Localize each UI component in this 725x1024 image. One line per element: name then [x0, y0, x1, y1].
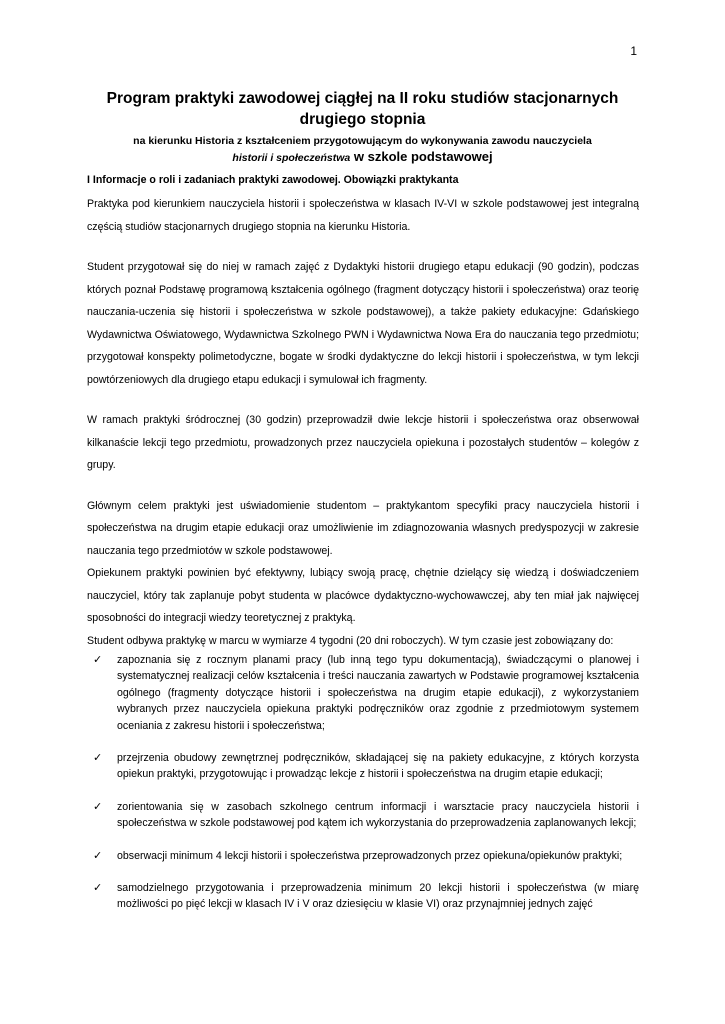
document-body [87, 170, 639, 929]
subtitle-italic-part: historii i społeczeństwa [232, 152, 351, 164]
subtitle-rest-part: w szkole podstawowej [350, 149, 493, 164]
document-subtitle-line2 [80, 149, 645, 166]
list-item-text: samodzielnego przygotowania i przeprowadzenia minimum 20 lekcji historii i społeczeństwa (w miarę możliwości po pięć lekcji w klasach IV i V oraz dziesięciu w klasie VI) oraz przynajmniej jednych zajęć [117, 882, 639, 911]
checkmark-icon: ✓ [93, 654, 103, 666]
list-item [87, 848, 639, 864]
title-block [80, 88, 645, 166]
paragraph: Praktyka pod kierunkiem nauczyciela historii i społeczeństwa w klasach IV-VI w szkole podstawowej jest integralną częścią studiów stacjonarnych drugiego stopnia na kierunku Historia. [87, 198, 639, 233]
duties-checklist [87, 652, 639, 913]
list-item [87, 750, 639, 783]
list-item-text: zapoznania się z rocznym planami pracy (lub inną tego typu dokumentacją), świadczącymi o planowej i systematycznej realizacji celów kształcenia i treści nauczania zawartych w Podstawie programowej kształcenia ogólnego (fragmenty dotyczące historii i społeczeństwa na drugim etapie edukacji), z wykorzystaniem wybranych przez nauczyciela opiekuna praktyki podręczników oraz zgodnie z przedmiotowym systemem oceniania z zakresu historii i społeczeństwa; [117, 654, 639, 732]
document-title: Program praktyki zawodowej ciągłej na II roku studiów stacjonarnych drugiego stopnia [106, 90, 619, 128]
paragraph: Głównym celem praktyki jest uświadomienie studentom – praktykantom specyfiki pracy nauczyciela historii i społeczeństwa na drugim etapie edukacji oraz umożliwienie im zdiagnozowania własnych predyspozycji w zakresie nauczania tego przedmiotów w szkole podstawowej. [87, 499, 639, 557]
paragraph: Student odbywa praktykę w marcu w wymiarze 4 tygodni (20 dni roboczych). W tym czasie jest zobowiązany do: [87, 634, 614, 647]
checkmark-icon: ✓ [93, 752, 103, 765]
checkmark-icon: ✓ [93, 882, 103, 895]
list-item [87, 880, 639, 913]
checkmark-icon: ✓ [93, 800, 103, 813]
paragraph: Student przygotował się do niej w ramach zajęć z Dydaktyki historii drugiego etapu edukacji (90 godzin), podczas których poznał Podstawę programową kształcenia ogólnego (fragment dotyczący historii i społeczeństwa) oraz teorię nauczania-uczenia się historii i społeczeństwa w szkole podstawowej), a także pakiety edukacyjne: Gdańskiego Wydawnictwa Oświatowego, Wydawnictwa Szkolnego PWN i Wydawnictwa Nowa Era do nauczania tego przedmiotu; przygotował konspekty polimetodyczne, bogate w środki dydaktyczne do lekcji historii i społeczeństwa, w tym lekcji powtórzeniowych dla drugiego etapu edukacji i symulował ich fragmenty. [87, 261, 640, 386]
document-subtitle: na kierunku Historia z kształceniem przygotowującym do wykonywania zawodu nauczyciela [133, 135, 592, 147]
list-item-text: przejrzenia obudowy zewnętrznej podręczników, składającej się na pakiety edukacyjne, z których korzysta opiekun praktyki, przygotowując i prowadząc lekcje z historii i społeczeństwa na drugim etapie edukacji; [117, 752, 639, 781]
list-item-text: obserwacji minimum 4 lekcji historii i społeczeństwa przeprowadzonych przez opiekuna/opiekunów praktyki; [117, 849, 623, 862]
list-item [87, 799, 639, 832]
list-item [87, 652, 639, 734]
paragraph: Opiekunem praktyki powinien być efektywny, lubiący swoją pracę, chętnie dzielący się wiedzą i doświadczeniem nauczyciel, który tak zaplanuje pobyt studenta w placówce dydaktyczno-wychowawczej, aby ten miał jak najwięcej sposobności do integracji wiedzy teoretycznej z praktyką. [87, 567, 639, 624]
list-item-text: zorientowania się w zasobach szkolnego centrum informacji i warsztacie pracy nauczyciela historii i społeczeństwa w szkole podstawowej pod kątem ich wykorzystania do przeprowadzenia zaplanowanych lekcji; [117, 800, 639, 830]
paragraph: W ramach praktyki śródrocznej (30 godzin) przeprowadził dwie lekcje historii i społeczeństwa oraz obserwował kilkanaście lekcji tego przedmiotu, prowadzonych przez nauczyciela opiekuna i pozostałych studentów – kolegów z grupy. [87, 414, 639, 471]
checkmark-icon: ✓ [93, 849, 103, 862]
page-number: 1 [630, 44, 637, 58]
section-heading: I Informacje o roli i zadaniach praktyki zawodowej. Obowiązki praktykanta [87, 174, 459, 186]
